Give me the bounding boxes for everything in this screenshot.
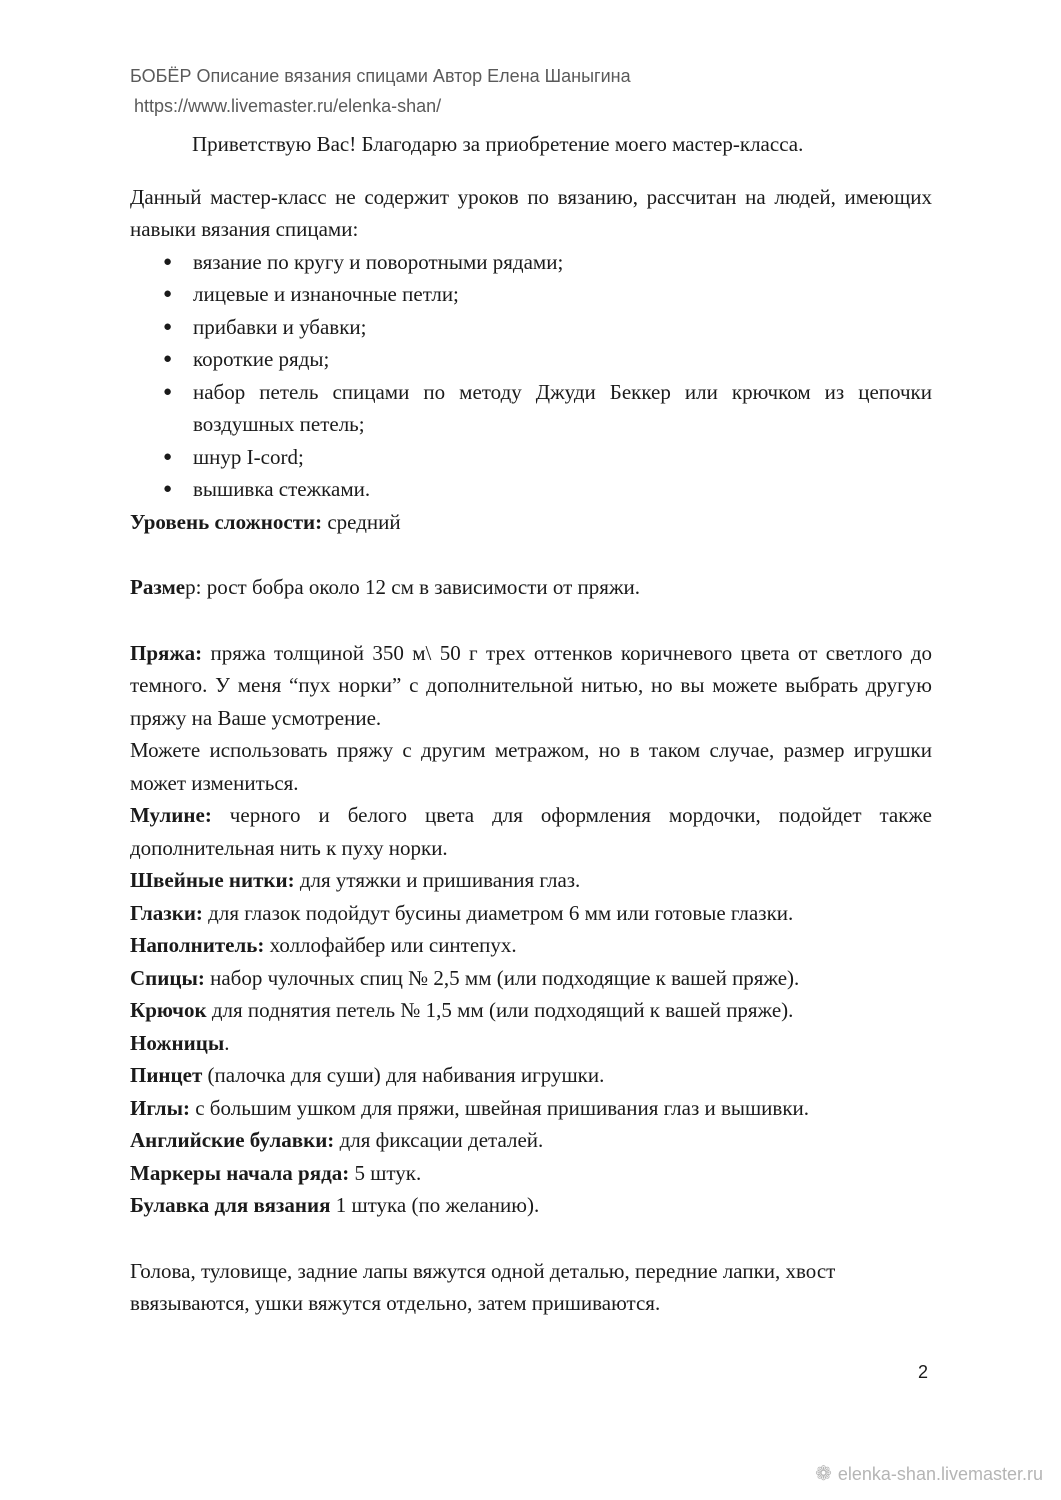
- greeting-text: Приветствую Вас! Благодарю за приобретение моего мастер-класса.: [192, 132, 804, 156]
- material-item: Глазки: для глазок подойдут бусины диаметром 6 мм или готовые глазки.: [130, 900, 794, 925]
- material-item: Спицы: набор чулочных спиц № 2,5 мм (или подходящие к вашей пряже).: [130, 965, 800, 990]
- material-item: Маркеры начала ряда: 5 штук.: [130, 1160, 422, 1185]
- bullet-icon: ●: [163, 318, 173, 335]
- material-item: Наполнитель: холлофайбер или синтепух.: [130, 933, 517, 957]
- watermark: [815, 1461, 1043, 1486]
- material-item: Булавка для вязания 1 штука (по желанию).: [130, 1193, 540, 1217]
- skill-item: ● вышивка стежками.: [130, 473, 932, 506]
- yarn-info: Пряжа: пряжа толщиной 350 м\ 50 г трех оттенков коричневого цвета от светлого до темного. У меня “пух норки” с дополнительной нитью, но вы можете выбрать другую пряжу на Ваше усмотрение.: [130, 640, 932, 730]
- material-item: Английские булавки: для фиксации деталей.: [130, 1128, 544, 1152]
- bullet-icon: ●: [163, 481, 173, 497]
- material-item: Швейные нитки: для утяжки и пришивания глаз.: [130, 868, 581, 892]
- material-item: Пинцет (палочка для суши) для набивания игрушки.: [130, 1063, 605, 1087]
- size-info: Размер: рост бобра около 12 см в зависимости от пряжи.: [130, 575, 640, 599]
- document-header-title: БОБЁР Описание вязания спицами Автор Елена Шаныгина: [130, 66, 631, 86]
- skill-item: ● короткие ряды;: [130, 343, 932, 376]
- material-item: Ножницы.: [130, 1030, 230, 1055]
- page-number: 2: [918, 1362, 929, 1382]
- document-body: [130, 128, 932, 1320]
- bullet-icon: ●: [163, 383, 173, 400]
- bullet-icon: ●: [163, 351, 173, 367]
- watermark-text: elenka-shan.livemaster.ru: [837, 1464, 1043, 1484]
- skills-list: [130, 246, 932, 506]
- skill-item: ● шнур I-cord;: [130, 441, 932, 474]
- material-item: Крючок для поднятия петель № 1,5 мм (или подходящий к вашей пряже).: [130, 998, 794, 1022]
- difficulty-level: Уровень сложности: средний: [130, 509, 401, 534]
- material-item: Мулине: черного и белого цвета для оформления мордочки, подойдет также дополнительная нить к пуху норки.: [130, 803, 932, 860]
- flower-icon: ❁: [815, 1463, 832, 1485]
- skill-item: ● прибавки и убавки;: [130, 311, 932, 344]
- intro-text: Данный мастер-класс не содержит уроков по вязанию, рассчитан на людей, имеющих навыки вязания спицами:: [130, 184, 932, 241]
- skill-item: ● лицевые и изнаночные петли;: [130, 278, 932, 311]
- closing-text: Голова, туловище, задние лапы вяжутся одной деталью, передние лапки, хвост ввязываются, ушки вяжутся отдельно, затем пришиваются.: [130, 1258, 836, 1315]
- document-header-url: https://www.livemaster.ru/elenka-shan/: [134, 96, 442, 116]
- bullet-icon: ●: [163, 286, 173, 302]
- yarn-note: Можете использовать пряжу с другим метражом, но в таком случае, размер игрушки может измениться.: [130, 738, 932, 795]
- bullet-icon: ●: [163, 448, 173, 465]
- skill-item: ● набор петель спицами по методу Джуди Беккер или крючком из цепочки воздушных петель;: [130, 376, 932, 441]
- bullet-icon: ●: [163, 253, 173, 270]
- material-item: Иглы: с большим ушком для пряжи, швейная пришивания глаз и вышивки.: [130, 1095, 810, 1120]
- skill-item: ● вязание по кругу и поворотными рядами;: [130, 246, 932, 279]
